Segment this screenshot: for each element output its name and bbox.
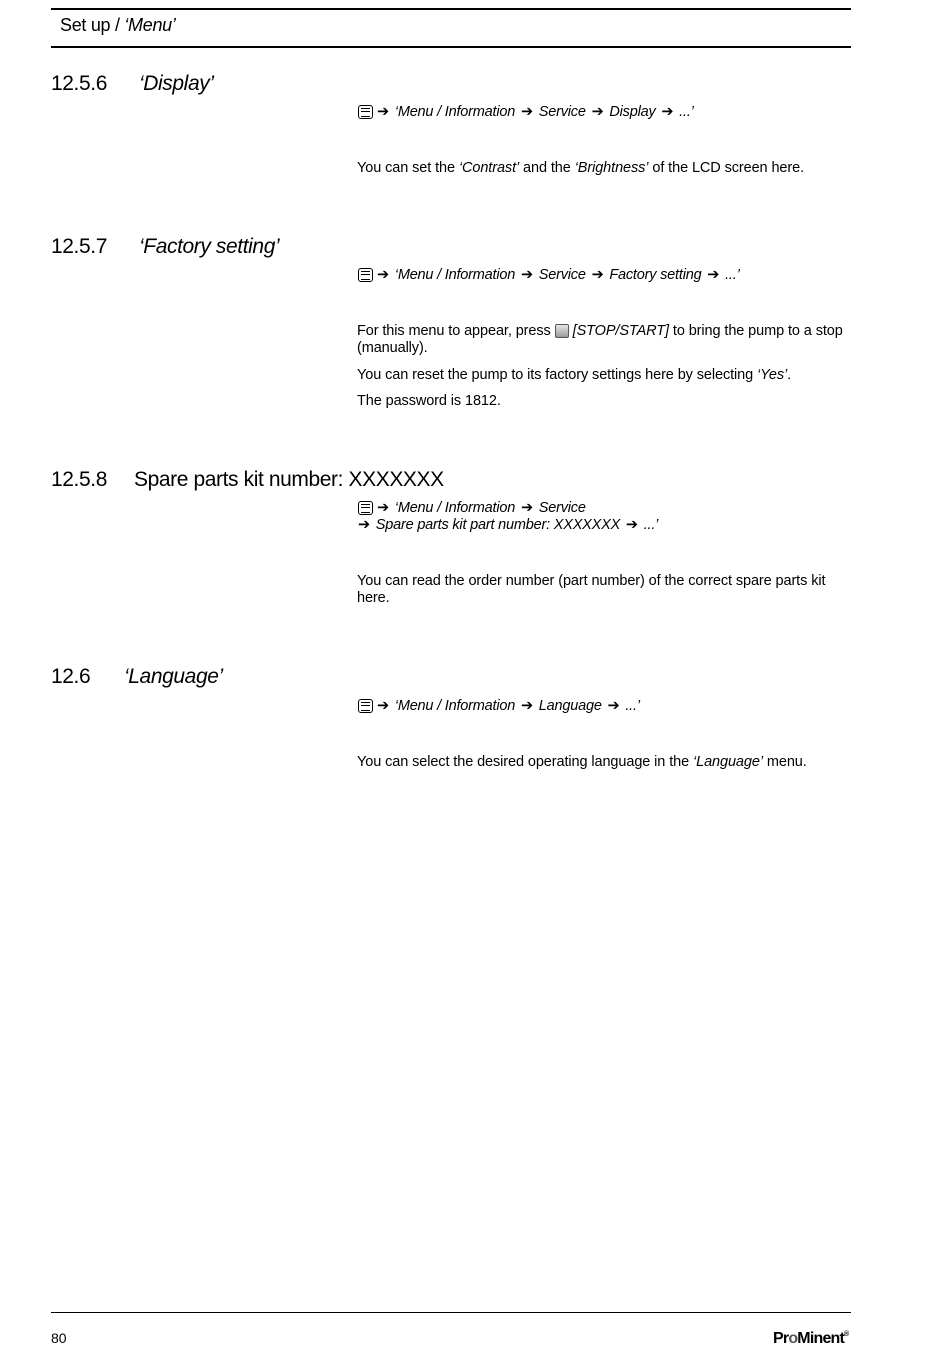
menu-key-icon [358,501,373,515]
term-contrast: ‘Contrast’ [458,160,520,176]
text-run: For this menu to appear, press [357,323,551,339]
arrow-icon: ➔ [661,104,674,120]
section-title-spare-parts: Spare parts kit number: XXXXXXX [134,468,444,491]
menu-path-language [358,698,640,715]
menu-path-part: ...’ [625,698,640,714]
section-number: 12.6 [51,665,91,688]
text-run: and the [519,160,575,176]
text-run: . [787,367,792,383]
text-run: You can reset the pump to its factory settings here by selecting [357,367,757,383]
arrow-icon: ➔ [520,698,533,714]
menu-path-part: Factory setting [609,267,702,283]
arrow-icon: ➔ [377,698,389,714]
menu-path-part: Language [538,698,602,714]
text-run: You can set the [357,160,459,176]
menu-path-part: Spare parts kit part number: XXXXXXX [375,517,621,533]
language-description [357,754,851,771]
menu-path-part: Service [538,500,586,516]
text-run: menu. [762,754,807,770]
arrow-icon: ➔ [377,500,389,516]
stop-start-key-label: [STOP/START] [572,323,669,339]
arrow-icon: ➔ [591,104,604,120]
menu-path-part: Display [609,104,656,120]
logo-text: Pr [773,1330,789,1347]
text-run: of the LCD screen here. [648,160,804,176]
registered-mark: ® [844,1331,849,1338]
arrow-icon: ➔ [607,698,620,714]
section-number: 12.5.8 [51,468,107,491]
section-title-factory-setting: ‘Factory setting’ [139,235,280,258]
arrow-icon: ➔ [377,267,389,283]
logo-text: Minent [797,1330,845,1347]
running-header-menu: ‘Menu’ [124,15,176,35]
menu-key-icon [358,268,373,282]
menu-path-part: ‘Menu / Information [394,267,516,283]
menu-path-display [358,104,694,121]
menu-path-part: ‘Menu / Information [394,698,516,714]
menu-path-part: ...’ [679,104,694,120]
spare-parts-description: You can read the order number (part number) of the correct spare parts kit here. [357,573,826,606]
section-title-display: ‘Display’ [139,72,214,95]
display-description [357,160,851,177]
menu-path-part: ...’ [643,517,659,533]
arrow-icon: ➔ [358,517,370,533]
menu-path-factory-setting [358,267,740,284]
arrow-icon: ➔ [520,500,533,516]
section-number: 12.5.6 [51,72,107,95]
arrow-icon: ➔ [625,517,638,533]
factory-setting-password-text: The password is 1812. [357,393,501,409]
arrow-icon: ➔ [591,267,604,283]
stop-start-key-icon [555,324,569,338]
term-yes: ‘Yes’ [757,367,788,383]
menu-key-icon [358,699,373,713]
menu-path-spare-parts [358,500,658,534]
arrow-icon: ➔ [520,104,533,120]
page-number: 80 [51,1330,67,1346]
section-number: 12.5.7 [51,235,107,258]
menu-key-icon [358,105,373,119]
header-bottom-rule [51,46,851,48]
term-language: ‘Language’ [692,754,763,770]
factory-setting-reset-text [357,367,851,384]
arrow-icon: ➔ [520,267,533,283]
menu-path-part: Service [538,267,586,283]
text-run: You can select the desired operating language in the [357,754,693,770]
arrow-icon: ➔ [377,104,389,120]
running-header-prefix: Set up / [60,15,125,35]
term-brightness: ‘Brightness’ [574,160,649,176]
footer-rule [51,1312,851,1313]
menu-path-part: ...’ [725,267,740,283]
menu-path-part: ‘Menu / Information [394,500,516,516]
header-top-rule [51,8,851,10]
prominent-logo [773,1330,848,1348]
running-header [60,15,176,36]
section-title-language: ‘Language’ [124,665,223,688]
factory-setting-instruction [357,323,851,357]
arrow-icon: ➔ [707,267,720,283]
text-run: to bring the pump to a stop (manually). [357,323,843,356]
menu-path-part: Service [538,104,586,120]
menu-path-part: ‘Menu / Information [394,104,516,120]
logo-text: o [788,1330,798,1347]
